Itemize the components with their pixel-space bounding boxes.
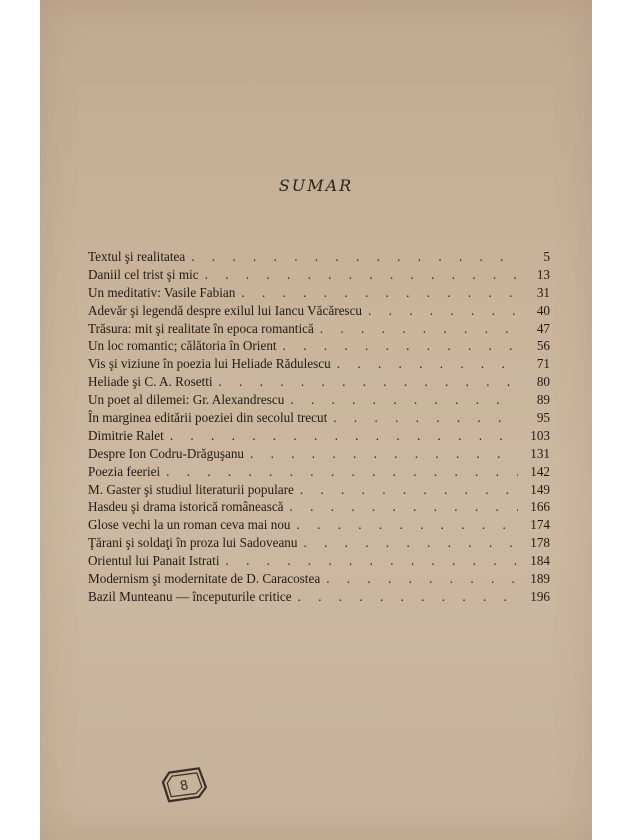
toc-entry [88,302,550,320]
toc-entry [88,498,550,516]
dot-leader [250,445,518,463]
toc-entry-title: Daniil cel trist şi mic [88,266,199,282]
toc-entry-page: 47 [536,320,550,336]
dot-leader [333,409,518,427]
toc-entry-title: Ţărani şi soldaţi în proza lui Sadoveanu [88,535,298,551]
dot-leader [290,498,518,516]
toc-entry [88,552,550,570]
toc-entry-page: 131 [530,445,550,461]
dot-leader [298,588,518,606]
toc-entry-page: 189 [530,571,550,587]
book-page [40,0,592,840]
toc-entry [88,516,550,534]
stamp-label: 8 [178,778,190,795]
toc-entry [88,534,550,552]
toc-entry-page: 142 [530,463,550,479]
library-stamp-icon [155,761,212,809]
dot-leader [225,552,518,570]
dot-leader [297,516,518,534]
toc-entry [88,355,550,373]
toc-entry-title: Despre Ion Codru-Drăguşanu [88,445,245,461]
dot-leader [170,427,518,445]
toc-entry [88,588,550,606]
toc-entry-page: 166 [530,499,550,515]
dot-leader [219,373,518,391]
dot-leader [300,481,518,499]
dot-leader [326,570,518,588]
toc-entry [88,445,550,463]
dot-leader [290,391,518,409]
toc-entry-page: 71 [536,356,550,372]
toc-entry [88,481,550,499]
toc-entry-page: 103 [530,427,550,443]
toc-entry-title: Un poet al dilemei: Gr. Alexandrescu [88,392,285,408]
toc-entry-page: 174 [530,517,550,533]
toc-entry-page: 56 [536,338,550,354]
toc-entry [88,570,550,588]
toc-entry-title: Adevăr şi legendă despre exilul lui Iancu Văcărescu [88,302,363,318]
toc-entry-page: 95 [536,410,550,426]
toc-entry-page: 13 [536,266,550,282]
toc-entry-title: Glose vechi la un roman ceva mai nou [88,517,291,533]
toc-entry-title: Dimitrie Ralet [88,427,164,443]
toc-entry [88,427,550,445]
toc-entry-page: 40 [536,302,550,318]
toc-entry-title: Un loc romantic; călătoria în Orient [88,338,277,354]
dot-leader [166,463,518,481]
toc-entry-title: Hasdeu şi drama istorică românească [88,499,284,515]
toc-entry-page: 31 [536,284,550,300]
dot-leader [320,320,518,338]
toc-entry-title: Poezia feeriei [88,463,161,479]
table-of-contents [88,248,550,606]
toc-entry-title: Heliade şi C. A. Rosetti [88,374,213,390]
toc-entry [88,391,550,409]
toc-entry-title: În marginea editării poeziei din secolul trecut [88,410,328,426]
toc-entry [88,409,550,427]
dot-leader [337,355,518,373]
toc-entry-title: Orientul lui Panait Istrati [88,553,220,569]
toc-entry-title: M. Gaster şi studiul literaturii populare [88,481,294,497]
toc-entry-page: 5 [543,249,550,264]
toc-entry-title: Vis şi viziune în poezia lui Heliade Rădulescu [88,356,331,372]
toc-entry-title: Un meditativ: Vasile Fabian [88,284,236,300]
toc-entry-page: 89 [536,392,550,408]
page-title: SUMAR [278,176,354,195]
toc-entry-page: 178 [530,535,550,551]
toc-entry-title: Trăsura: mit şi realitate în epoca romantică [88,320,314,336]
toc-entry-page: 80 [536,374,550,390]
dot-leader [205,266,518,284]
dot-leader [191,248,518,266]
toc-entry-page: 184 [530,553,550,569]
dot-leader [241,284,518,302]
toc-entry [88,373,550,391]
dot-leader [303,534,518,552]
dot-leader [283,337,518,355]
toc-entry-title: Textul şi realitatea [88,249,186,264]
toc-entry-title: Bazil Munteanu — începuturile critice [88,588,292,604]
toc-entry [88,320,550,338]
toc-entry-page: 149 [530,481,550,497]
toc-entry-page: 196 [530,588,550,604]
toc-entry [88,337,550,355]
dot-leader [368,302,518,320]
toc-entry [88,284,550,302]
toc-entry [88,463,550,481]
toc-entry-title: Modernism şi modernitate de D. Caracostea [88,571,321,587]
toc-entry [88,248,550,266]
toc-entry [88,266,550,284]
